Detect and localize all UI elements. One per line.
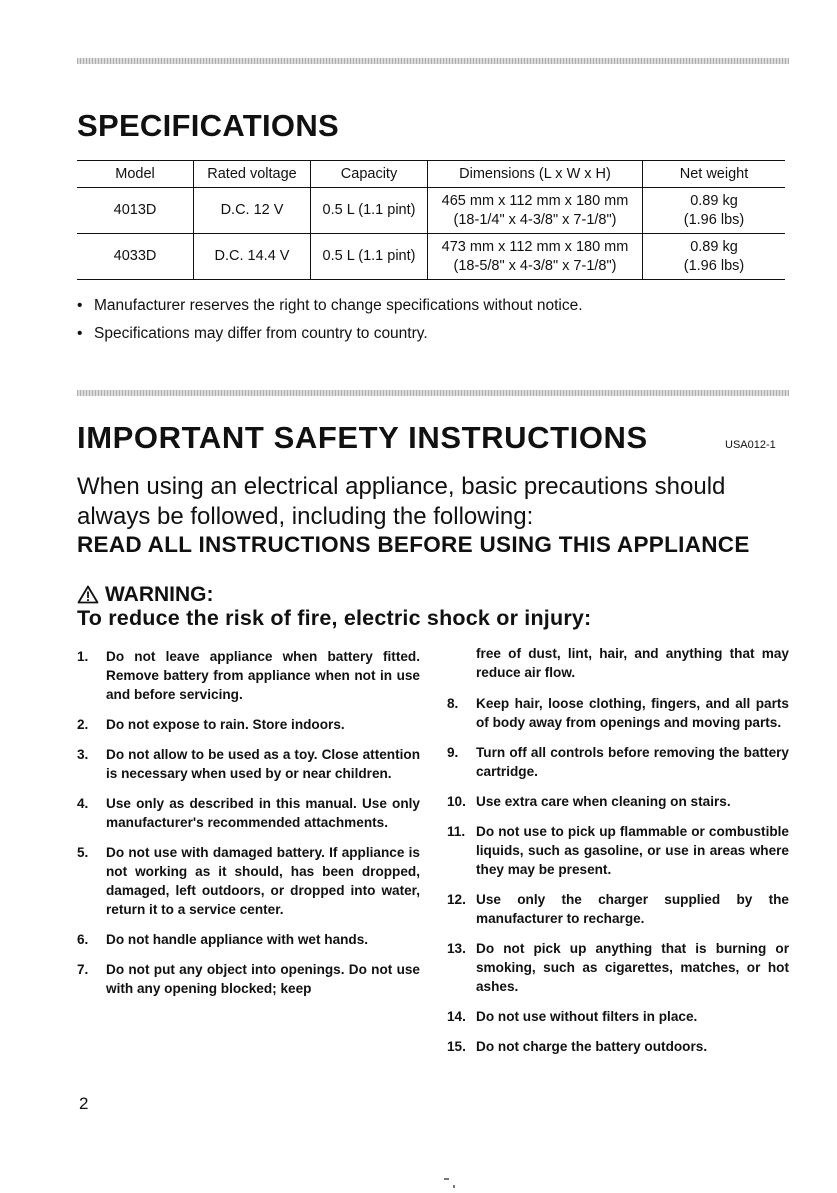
warning-triangle-icon [77,585,99,604]
cell-capacity: 0.5 L (1.1 pint) [311,234,428,280]
item-text: Do not charge the battery outdoors. [476,1039,708,1054]
note-item: • Manufacturer reserves the right to change specifications without notice. [77,297,583,325]
cell-voltage: D.C. 12 V [194,188,311,234]
list-item [447,1037,789,1056]
item-text: Use extra care when cleaning on stairs. [476,794,731,809]
item-text: Use only the charger supplied by the manufacturer to recharge. [476,892,789,926]
weight-kg: 0.89 kg [690,192,738,209]
top-decorative-rule [77,58,789,64]
item-number: 14. [447,1009,466,1024]
instructions-right-column [447,644,789,1067]
document-code: USA012-1 [725,439,776,451]
cell-model: 4033D [77,234,194,280]
item-number: 11. [447,824,466,839]
weight-kg: 0.89 kg [690,238,738,255]
item-number: 9. [447,745,459,760]
list-item [447,890,789,928]
specifications-table [77,160,785,280]
list-item [77,745,420,783]
list-item [77,647,420,704]
header-dimensions: Dimensions (L x W x H) [428,161,643,188]
item-text: Do not use with damaged battery. If appliance is not working as it should, has been dropped, damaged, left outdoors, or dropped into water, return it to a service center. [106,845,420,917]
list-item [77,960,420,998]
cell-weight [643,234,786,280]
safety-instructions-heading: IMPORTANT SAFETY INSTRUCTIONS [77,420,648,455]
list-item [447,822,789,879]
item-text: Do not leave appliance when battery fitted. Remove battery from appliance when not in use and before servicing. [106,649,420,702]
item-number: 15. [447,1039,466,1054]
item-number: 3. [77,747,89,762]
item-text: Use only as described in this manual. Use only manufacturer's recommended attachments. [106,796,420,830]
list-item [447,1007,789,1026]
item-number: 1. [77,649,89,664]
header-net-weight: Net weight [643,161,786,188]
item-number: 13. [447,941,466,956]
dimensions-mm: 465 mm x 112 mm x 180 mm [441,192,629,209]
weight-lbs: (1.96 lbs) [683,211,745,228]
list-item [77,794,420,832]
list-item [77,843,420,919]
item-number: 2. [77,717,89,732]
list-item-continuation: free of dust, lint, hair, and anything that may reduce air flow. [476,646,789,680]
risk-subheading: To reduce the risk of fire, electric shock or injury: [77,606,592,630]
list-item [447,939,789,996]
item-text: Do not allow to be used as a toy. Close attention is necessary when used by or near children. [106,747,420,781]
list-item [447,694,789,732]
list-item [447,792,789,811]
item-number: 5. [77,845,89,860]
list-item [447,743,789,781]
item-text: Do not handle appliance with wet hands. [106,932,369,947]
item-text: Keep hair, loose clothing, fingers, and all parts of body away from openings and moving parts. [476,696,789,730]
item-number: 8. [447,696,459,711]
cell-dimensions [428,188,643,234]
item-text: Do not use without filters in place. [476,1009,698,1024]
page-number: 2 [79,1094,89,1113]
read-all-instructions-heading: READ ALL INSTRUCTIONS BEFORE USING THIS APPLIANCE [77,532,750,557]
list-item [77,715,420,734]
warning-heading [77,583,214,607]
scan-speck [444,1178,449,1180]
header-model: Model [77,161,194,188]
table-header-row [77,161,785,188]
item-number: 4. [77,796,89,811]
cell-weight [643,188,786,234]
warning-label: WARNING: [105,583,214,606]
dimensions-mm: 473 mm x 112 mm x 180 mm [441,238,629,255]
item-number: 12. [447,892,466,907]
dimensions-inches: (18-5/8" x 4-3/8" x 7-1/8") [453,257,617,274]
weight-lbs: (1.96 lbs) [683,257,745,274]
item-number: 7. [77,962,89,977]
header-capacity: Capacity [311,161,428,188]
item-text: Turn off all controls before removing the battery cartridge. [476,745,789,779]
cell-model: 4013D [77,188,194,234]
cell-capacity: 0.5 L (1.1 pint) [311,188,428,234]
item-text: Do not pick up anything that is burning or smoking, such as cigarettes, matches, or hot ashes. [476,941,789,994]
header-rated-voltage: Rated voltage [194,161,311,188]
note-item: • Specifications may differ from country to country. [77,325,583,353]
list-item [77,930,420,949]
item-text: Do not expose to rain. Store indoors. [106,717,345,732]
specification-notes [77,297,583,353]
middle-decorative-rule [77,390,789,396]
item-number: 6. [77,932,89,947]
cell-voltage: D.C. 14.4 V [194,234,311,280]
specifications-heading: SPECIFICATIONS [77,108,339,143]
item-number: 10. [447,794,466,809]
table-row [77,234,785,280]
instructions-left-column [77,647,420,1009]
scan-speck [453,1185,455,1188]
table-row [77,188,785,234]
item-text: Do not use to pick up flammable or combustible liquids, such as gasoline, or use in areas where they may be present. [476,824,789,877]
dimensions-inches: (18-1/4" x 4-3/8" x 7-1/8") [453,211,617,228]
cell-dimensions [428,234,643,280]
item-text: Do not put any object into openings. Do not use with any opening blocked; keep [106,962,420,996]
intro-paragraph: When using an electrical appliance, basic precautions should always be followed, including the following: [77,473,726,530]
